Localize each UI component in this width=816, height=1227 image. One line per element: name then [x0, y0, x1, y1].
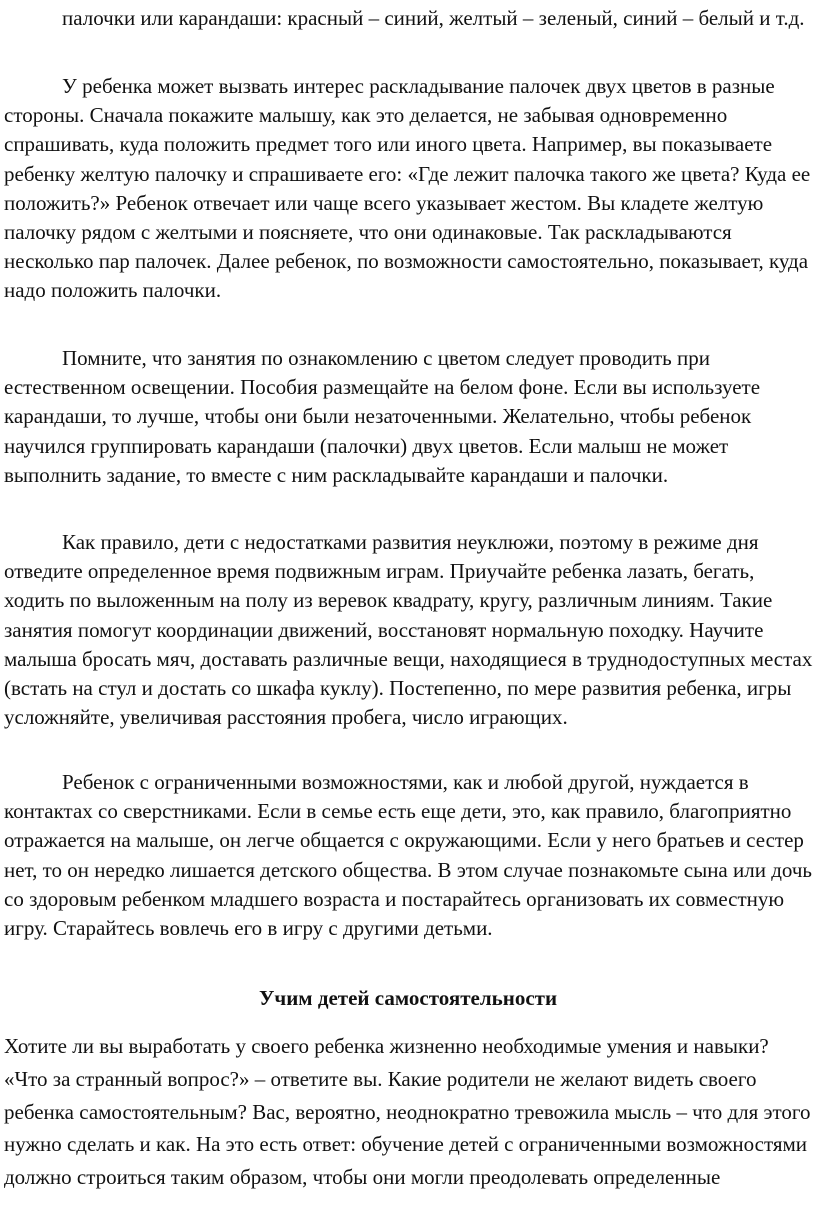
- paragraph-peer-contacts: Ребенок с ограниченными возможностями, как и любой другой, нуждается в контактах со сверстниками. Если в семье есть еще дети, это, как правило, благоприятно отражается на малыше, он легче общается с окружающими. Если у него братьев и сестер нет, то он нередко лишается детского общества. В этом случае познакомьте сына или дочь со здоровым ребенком младшего возраста и постарайтесь организовать их совместную игру. Старайтесь вовлечь его в игру с другими детьми.: [4, 770, 812, 941]
- section-heading: Учим детей самостоятельности: [258, 986, 558, 1010]
- paragraph-color-lessons: Помните, что занятия по ознакомлению с цветом следует проводить при естественном освещении. Пособия размещайте на белом фоне. Если вы используете карандаши, то лучше, чтобы они были незаточенными. Желательно, чтобы ребенок научился группировать карандаши (палочки) двух цветов. Если малыш не может выполнить задание, то вместе с ним раскладывайте карандаши и палочки.: [4, 346, 761, 487]
- paragraph-independence-intro: Хотите ли вы выработать у своего ребенка жизненно необходимые умения и навыки? «Что за странный вопрос?» – ответите вы. Какие родители не желают видеть своего ребенка самостоятельным? Вас, вероятно, неоднократно тревожила мысль – что для этого нужно сделать и как. На это есть ответ: обучение детей с ограниченными возможностями должно строиться таким образом, чтобы они могли преодолевать определенные: [4, 1034, 811, 1190]
- paragraph-continuation: палочки или карандаши: красный – синий, желтый – зеленый, синий – белый и т.д.: [62, 6, 805, 30]
- paragraph-sorting-sticks: У ребенка может вызвать интерес раскладывание палочек двух цветов в разные стороны. Сначала покажите малышу, как это делается, не забывая одновременно спрашивать, куда положить предмет того или иного цвета. Например, вы показываете ребенку желтую палочку и спрашиваете его: «Где лежит палочка такого же цвета? Куда ее положить?» Ребенок отвечает или чаще всего указывает жестом. Вы кладете желтую палочку рядом с желтыми и поясняете, что они одинаковые. Так раскладываются несколько пар палочек. Далее ребенок, по возможности самостоятельно, показывает, куда надо положить палочки.: [4, 74, 811, 303]
- paragraph-motor-games: Как правило, дети с недостатками развития неуклюжи, поэтому в режиме дня отведите определенное время подвижным играм. Приучайте ребенка лазать, бегать, ходить по выложенным на полу из веревок квадрату, кругу, различным линиям. Такие занятия помогут координации движений, восстановят нормальную походку. Научите малыша бросать мяч, доставать различные вещи, находящиеся в труднодоступных местах (встать на стул и достать со шкафа куклу). Постепенно, по мере развития ребенка, игры усложняйте, увеличивая расстояния пробега, число играющих.: [4, 530, 813, 730]
